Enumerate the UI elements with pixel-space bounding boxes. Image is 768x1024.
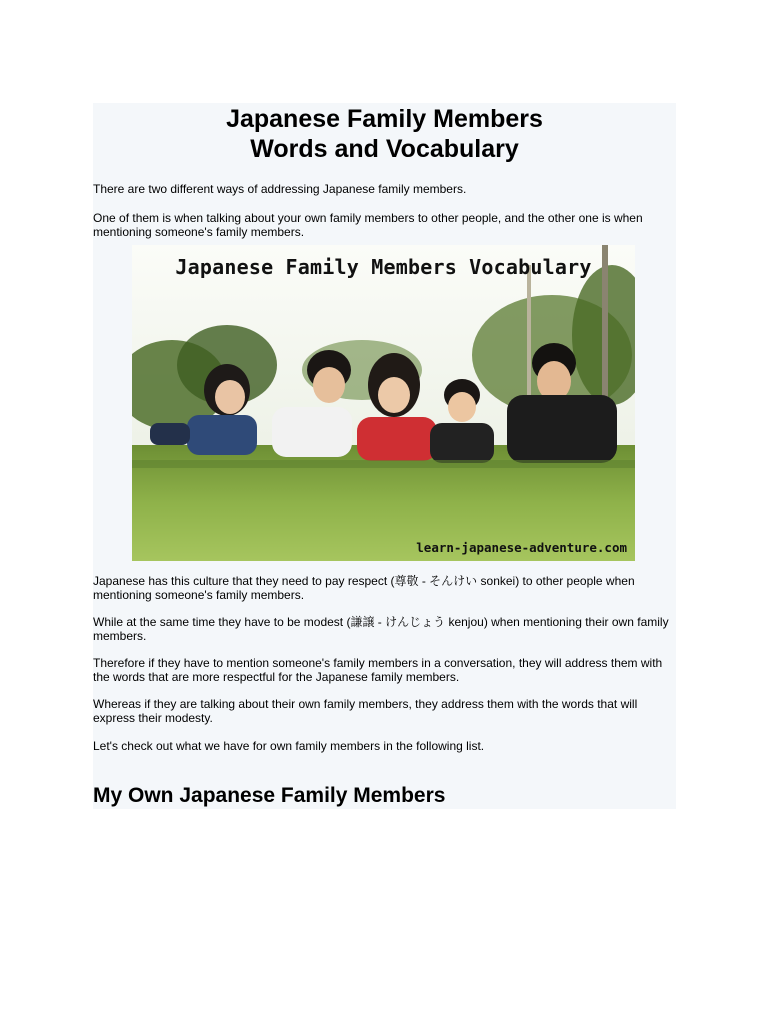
paragraph-modest: While at the same time they have to be modest (謙譲 - けんじょう kenjou) when mentioning their own family members.	[93, 615, 669, 643]
section-heading: My Own Japanese Family Members	[93, 784, 446, 807]
paragraph-whereas: Whereas if they are talking about their own family members, they address them with the words that will express their modesty.	[93, 697, 638, 725]
paragraph-list-intro: Let's check out what we have for own family members in the following list.	[93, 739, 485, 753]
photo-watermark: learn-japanese-adventure.com	[416, 540, 627, 555]
paragraph-intro: There are two different ways of addressing Japanese family members.	[93, 182, 467, 196]
document-page	[93, 103, 676, 809]
page-title	[93, 104, 676, 164]
paragraph-respect: Japanese has this culture that they need to pay respect (尊敬 - そんけい sonkei) to other people when mentioning someone's family members.	[93, 574, 635, 602]
paragraph-therefore: Therefore if they have to mention someone's family members in a conversation, they will address them with the words that are more respectful for the Japanese family members.	[93, 656, 663, 684]
family-photo-illustration	[132, 245, 635, 561]
paragraph-two-ways: One of them is when talking about your own family members to other people, and the other one is when mentioning someone's family members.	[93, 211, 643, 239]
family-photo	[132, 245, 635, 561]
photo-caption: Japanese Family Members Vocabulary	[175, 255, 592, 279]
title-line-2: Words and Vocabulary	[250, 135, 519, 163]
title-line-1: Japanese Family Members	[226, 105, 543, 133]
